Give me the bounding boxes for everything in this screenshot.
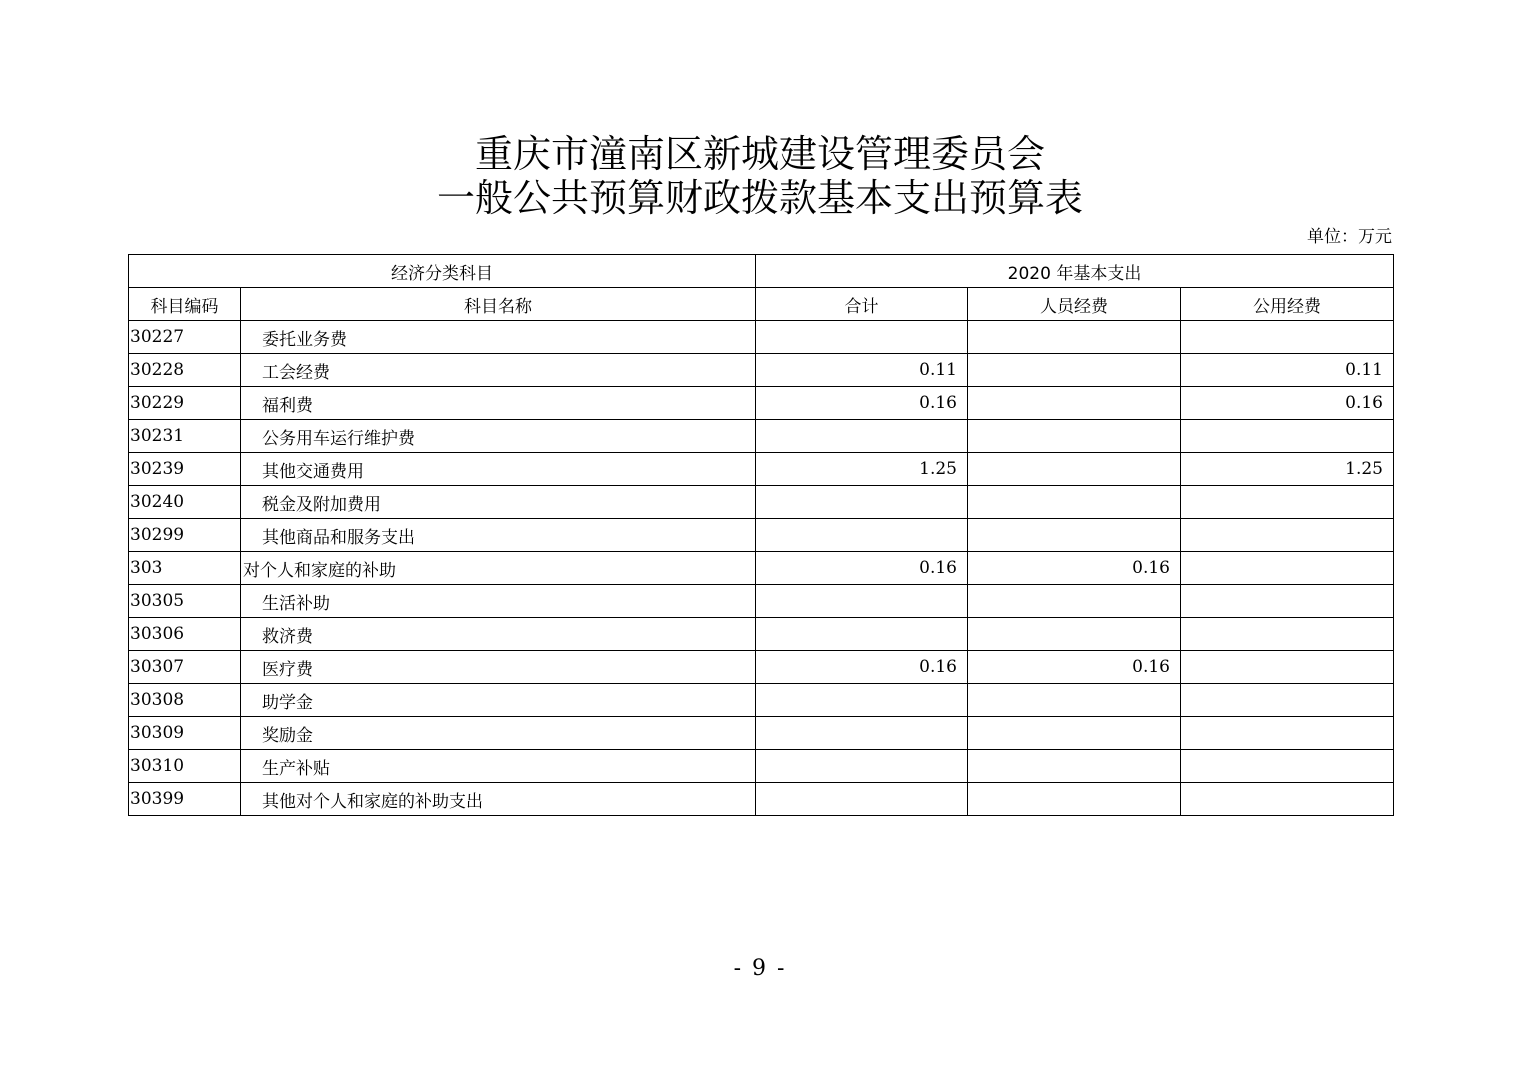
cell-personnel: [968, 486, 1181, 519]
header-name: 科目名称: [241, 288, 756, 321]
table-row: [129, 486, 1394, 519]
cell-public: [1181, 420, 1394, 453]
cell-personnel: [968, 387, 1181, 420]
cell-total: [756, 486, 968, 519]
cell-public: [1181, 552, 1394, 585]
cell-code: 30399: [129, 783, 241, 816]
cell-total: 0.16: [756, 387, 968, 420]
cell-name: 税金及附加费用: [241, 486, 756, 519]
cell-public: [1181, 717, 1394, 750]
header-2020-basic-expense: 2020 年基本支出: [756, 255, 1394, 288]
document-title-line2: 一般公共预算财政拨款基本支出预算表: [436, 176, 1083, 220]
cell-total: 0.16: [756, 651, 968, 684]
cell-public: [1181, 486, 1394, 519]
cell-public: 0.16: [1181, 387, 1394, 420]
page-number: - 9 -: [733, 956, 787, 981]
table-row: [129, 618, 1394, 651]
cell-public: [1181, 783, 1394, 816]
cell-public: 0.11: [1181, 354, 1394, 387]
cell-personnel: [968, 684, 1181, 717]
table-row: [129, 321, 1394, 354]
cell-code: 30305: [129, 585, 241, 618]
column-header-row: [129, 288, 1394, 321]
table-row: [129, 552, 1394, 585]
header-economic-category: 经济分类科目: [129, 255, 756, 288]
cell-total: [756, 750, 968, 783]
table-row: [129, 651, 1394, 684]
cell-name: 医疗费: [241, 651, 756, 684]
cell-public: [1181, 519, 1394, 552]
cell-name: 对个人和家庭的补助: [241, 552, 756, 585]
header-public: 公用经费: [1181, 288, 1394, 321]
cell-code: 30240: [129, 486, 241, 519]
cell-name: 委托业务费: [241, 321, 756, 354]
cell-name: 其他对个人和家庭的补助支出: [241, 783, 756, 816]
header-code: 科目编码: [129, 288, 241, 321]
cell-personnel: [968, 783, 1181, 816]
cell-public: [1181, 585, 1394, 618]
cell-personnel: 0.16: [968, 552, 1181, 585]
header-personnel: 人员经费: [968, 288, 1181, 321]
cell-personnel: [968, 453, 1181, 486]
cell-code: 303: [129, 552, 241, 585]
table-row: [129, 717, 1394, 750]
cell-personnel: [968, 585, 1181, 618]
cell-personnel: [968, 321, 1181, 354]
cell-name: 助学金: [241, 684, 756, 717]
table-row: [129, 387, 1394, 420]
table-row: [129, 750, 1394, 783]
table-row: [129, 684, 1394, 717]
cell-total: [756, 321, 968, 354]
unit-label: 单位：万元: [1307, 227, 1392, 247]
table-row: [129, 585, 1394, 618]
cell-code: 30227: [129, 321, 241, 354]
cell-public: [1181, 618, 1394, 651]
cell-public: [1181, 651, 1394, 684]
cell-name: 生产补贴: [241, 750, 756, 783]
cell-total: [756, 585, 968, 618]
cell-name: 其他交通费用: [241, 453, 756, 486]
cell-code: 30229: [129, 387, 241, 420]
cell-personnel: [968, 354, 1181, 387]
cell-name: 工会经费: [241, 354, 756, 387]
cell-public: [1181, 321, 1394, 354]
cell-code: 30299: [129, 519, 241, 552]
cell-personnel: [968, 618, 1181, 651]
cell-public: [1181, 750, 1394, 783]
cell-personnel: [968, 420, 1181, 453]
cell-total: [756, 420, 968, 453]
table-row: [129, 354, 1394, 387]
cell-name: 其他商品和服务支出: [241, 519, 756, 552]
table-row: [129, 420, 1394, 453]
cell-total: 0.11: [756, 354, 968, 387]
cell-code: 30306: [129, 618, 241, 651]
cell-total: [756, 783, 968, 816]
cell-code: 30309: [129, 717, 241, 750]
cell-code: 30308: [129, 684, 241, 717]
cell-total: [756, 618, 968, 651]
cell-total: 0.16: [756, 552, 968, 585]
cell-code: 30239: [129, 453, 241, 486]
cell-personnel: [968, 717, 1181, 750]
table-row: [129, 453, 1394, 486]
cell-personnel: [968, 750, 1181, 783]
budget-table: [128, 254, 1394, 816]
cell-total: 1.25: [756, 453, 968, 486]
cell-public: [1181, 684, 1394, 717]
cell-name: 救济费: [241, 618, 756, 651]
cell-code: 30231: [129, 420, 241, 453]
cell-total: [756, 519, 968, 552]
cell-name: 奖励金: [241, 717, 756, 750]
cell-code: 30310: [129, 750, 241, 783]
cell-code: 30307: [129, 651, 241, 684]
table-row: [129, 783, 1394, 816]
cell-public: 1.25: [1181, 453, 1394, 486]
cell-total: [756, 717, 968, 750]
cell-total: [756, 684, 968, 717]
table-row: [129, 519, 1394, 552]
cell-name: 公务用车运行维护费: [241, 420, 756, 453]
header-total: 合计: [756, 288, 968, 321]
document-title-line1: 重庆市潼南区新城建设管理委员会: [474, 132, 1045, 176]
cell-name: 生活补助: [241, 585, 756, 618]
cell-code: 30228: [129, 354, 241, 387]
cell-personnel: [968, 519, 1181, 552]
group-header-row: [129, 255, 1394, 288]
cell-personnel: 0.16: [968, 651, 1181, 684]
cell-name: 福利费: [241, 387, 756, 420]
